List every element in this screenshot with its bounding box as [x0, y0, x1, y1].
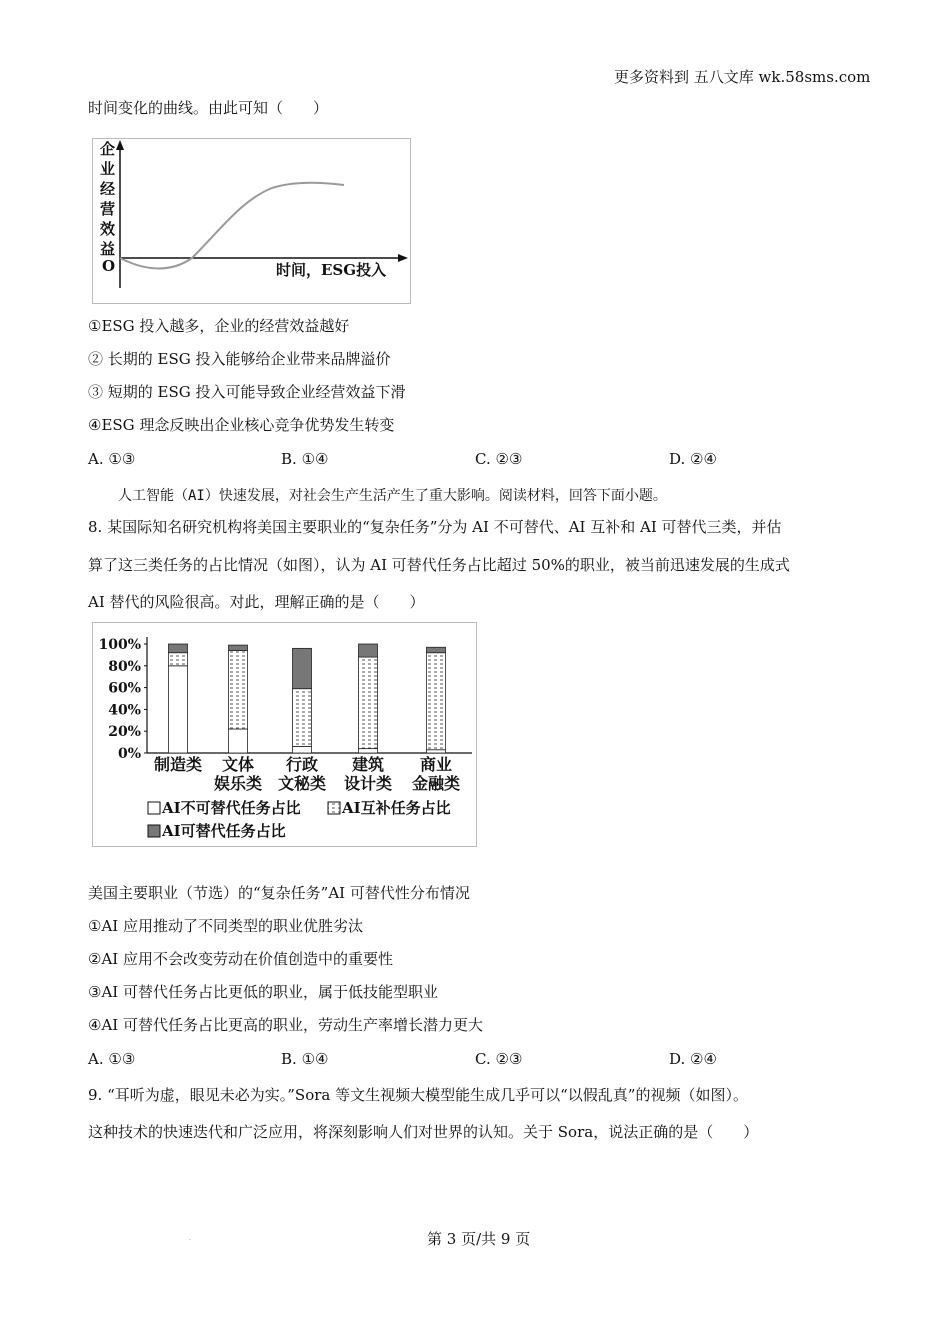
q9-stem-line: 这种技术的快速迭代和广泛应用，将深刻影响人们对世界的认知。关于 Sora，说法正确的是（ ） [88, 1123, 759, 1141]
footer-dot: · [189, 1237, 191, 1244]
bar-segment-complementary [169, 653, 188, 666]
x-category-label: 制造类 [153, 755, 203, 774]
q7-statement: ② 长期的 ESG 投入能够给企业带来品牌溢价 [88, 350, 391, 368]
ylabel-char: 益 [100, 240, 116, 258]
x-category-label: 文体 [221, 755, 255, 774]
bar-segment-replaceable [229, 645, 248, 650]
page-number: 第 3 页/共 9 页 [427, 1230, 531, 1248]
ylabel-char: 业 [100, 160, 116, 178]
ylabel-char: 效 [100, 220, 116, 238]
x-category-label: 文秘类 [277, 774, 327, 793]
x-axis-arrow [398, 254, 408, 262]
q7-option-b[interactable]: B. ①④ [281, 450, 329, 468]
q7-statement: ①ESG 投入越多，企业的经营效益越好 [88, 317, 350, 335]
q7-statement: ③ 短期的 ESG 投入可能导致企业经营效益下滑 [88, 383, 406, 401]
bar-segment-irreplaceable [169, 666, 188, 753]
passage-intro: 人工智能（AI）快速发展，对社会生产生活产生了重大影响。阅读材料，回答下面小题。 [118, 488, 667, 504]
bar-segment-complementary [359, 657, 378, 749]
q8-option-b[interactable]: B. ①④ [281, 1050, 329, 1068]
q8-option-d[interactable]: D. ②④ [669, 1050, 717, 1068]
q8-stem-line: 8. 某国际知名研究机构将美国主要职业的“复杂任务”分为 AI 不可替代、AI 互补和 AI 可替代三类，并估 [88, 518, 782, 536]
bar-segment-irreplaceable [359, 749, 378, 753]
legend-swatch-replaceable [148, 825, 160, 837]
q7-option-d[interactable]: D. ②④ [669, 450, 717, 468]
q8-caption: 美国主要职业（节选）的“复杂任务”AI 可替代性分布情况 [88, 884, 470, 902]
legend-replaceable: AI可替代任务占比 [162, 822, 286, 840]
y-tick-label: 100% [98, 637, 141, 653]
legend-complementary: AI互补任务占比 [342, 799, 451, 817]
bar-segment-complementary [427, 653, 446, 750]
y-tick-label: 80% [108, 658, 141, 675]
bar-segment-irreplaceable [229, 729, 248, 753]
q8-chart [92, 622, 478, 848]
legend-swatch-irreplaceable [148, 802, 160, 814]
q8-statement: ②AI 应用不会改变劳动在价值创造中的重要性 [88, 950, 393, 968]
x-category-label: 金融类 [411, 774, 461, 793]
q8-option-c[interactable]: C. ②③ [475, 1050, 523, 1068]
q8-statement: ③AI 可替代任务占比更低的职业，属于低技能型职业 [88, 983, 438, 1001]
y-tick-label: 20% [108, 724, 141, 741]
q8-statement: ①AI 应用推动了不同类型的职业优胜劣汰 [88, 917, 363, 935]
x-category-label: 设计类 [343, 774, 393, 793]
origin-label: O [102, 257, 116, 275]
q7-statement: ④ESG 理念反映出企业核心竞争优势发生转变 [88, 416, 395, 434]
q7-stem: 时间变化的曲线。由此可知（ ） [88, 99, 329, 117]
benefit-curve [120, 183, 344, 269]
q7-figure [92, 138, 412, 304]
ylabel-char: 企 [100, 140, 116, 158]
ylabel-char: 经 [100, 180, 116, 198]
q8-statement: ④AI 可替代任务占比更高的职业，劳动生产率增长潜力更大 [88, 1016, 483, 1034]
y-tick-label: 40% [108, 702, 141, 719]
q8-stem-line: 算了这三类任务的占比情况（如图），认为 AI 可替代任务占比超过 50%的职业，被当前迅速发展的生成式 [88, 556, 790, 574]
bar-segment-complementary [229, 651, 248, 729]
q8-stem-line: AI 替代的风险很高。对此，理解正确的是（ ） [88, 593, 425, 611]
y-axis-arrow [116, 140, 124, 150]
q7-option-a[interactable]: A. ①③ [88, 450, 136, 468]
q7-option-c[interactable]: C. ②③ [475, 450, 523, 468]
bar-segment-replaceable [427, 647, 446, 652]
q8-option-a[interactable]: A. ①③ [88, 1050, 136, 1068]
bar-segment-replaceable [293, 648, 312, 688]
legend-swatch-complementary [328, 802, 340, 814]
bar-segment-replaceable [169, 644, 188, 653]
legend-irreplaceable: AI不可替代任务占比 [162, 799, 301, 817]
bar-segment-complementary [293, 689, 312, 747]
bar-segment-irreplaceable [293, 746, 312, 753]
bar-segment-irreplaceable [427, 750, 446, 753]
x-category-label: 建筑 [351, 755, 385, 774]
x-category-label: 行政 [285, 755, 319, 774]
x-category-label: 娱乐类 [213, 774, 263, 793]
q9-stem-line: 9. “耳听为虚，眼见未必为实。”Sora 等文生视频大模型能生成几乎可以“以假乱真”的视频（如图）。 [88, 1086, 748, 1104]
x-category-label: 商业 [419, 755, 453, 774]
y-tick-label: 60% [108, 680, 141, 697]
bar-segment-replaceable [359, 644, 378, 657]
ylabel-char: 营 [100, 200, 116, 218]
site-note: 更多资料到 五八文库 wk.58sms.com [614, 68, 871, 86]
y-tick-label: 0% [117, 746, 141, 762]
x-axis-label: 时间，ESG投入 [276, 261, 387, 279]
